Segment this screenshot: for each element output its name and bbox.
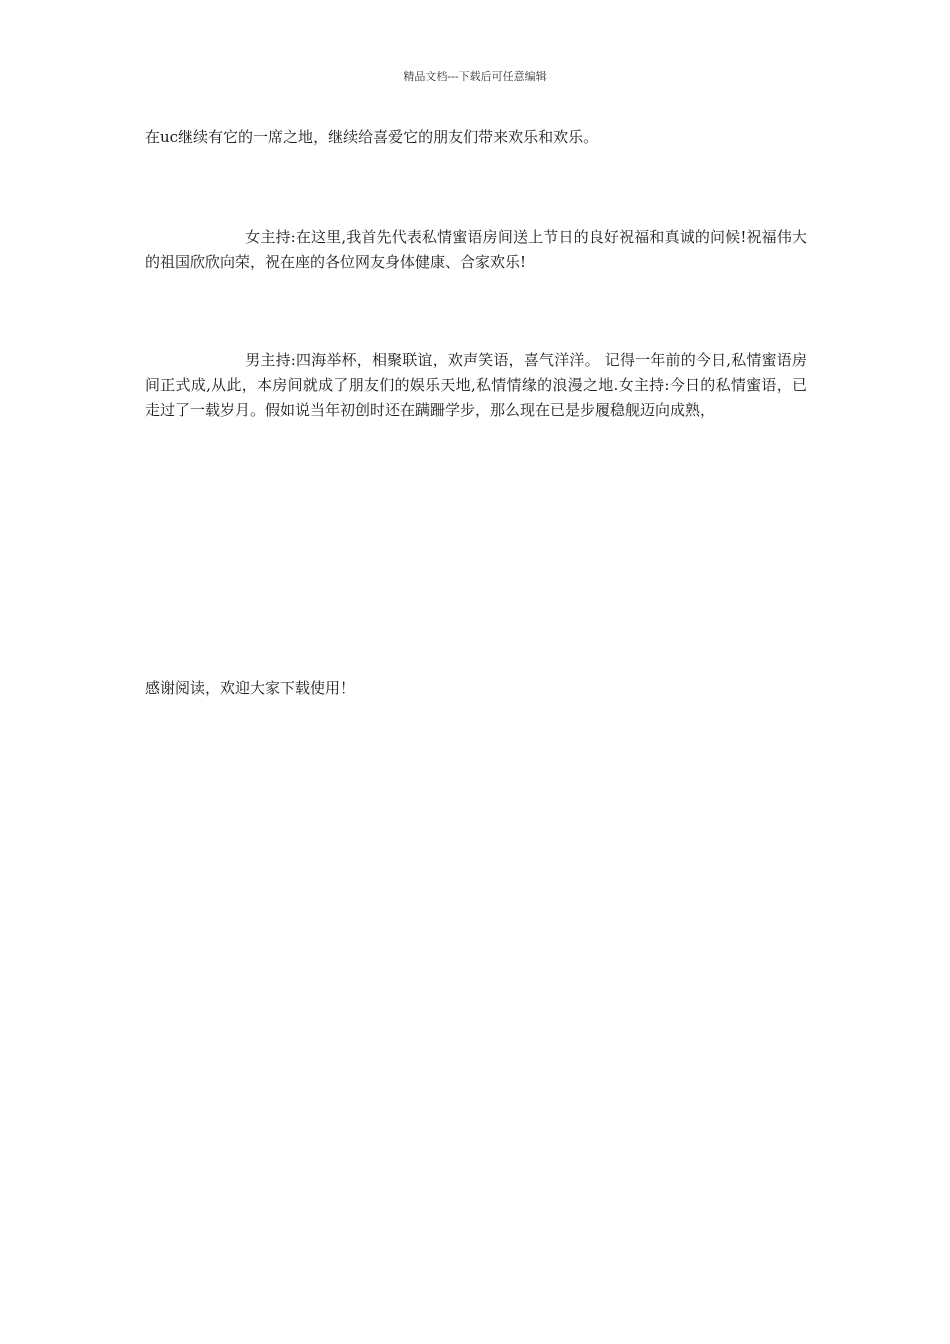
paragraph-3-text: 男主持:四海举杯，相聚联谊，欢声笑语，喜气洋洋。 记得一年前的今日,私情蜜语房间正式成,从此，本房间就成了朋友们的娱乐天地,私情情缘的浪漫之地.女主持:今日的私情蜜语，已走过了一载岁月。假如说当年初创时还在蹒跚学步，那么现在已是步履稳舰迈向成熟，: [145, 351, 807, 419]
paragraph-2: [145, 225, 807, 275]
page-header: 精品文档---下载后可任意编辑: [403, 70, 547, 83]
paragraph-3: [145, 348, 807, 423]
paragraph-2-text: 女主持:在这里,我首先代表私情蜜语房间送上节日的良好祝福和真诚的问候!祝福伟大的祖国欣欣向荣，祝在座的各位网友身体健康、合家欢乐!: [145, 228, 807, 271]
paragraph-1-text: 在uc继续有它的一席之地，继续给喜爱它的朋友们带来欢乐和欢乐。: [145, 128, 599, 146]
closing-note: [145, 676, 807, 701]
paragraph-1: [145, 125, 807, 150]
closing-note-text: 感谢阅读，欢迎大家下载使用！: [145, 679, 356, 697]
